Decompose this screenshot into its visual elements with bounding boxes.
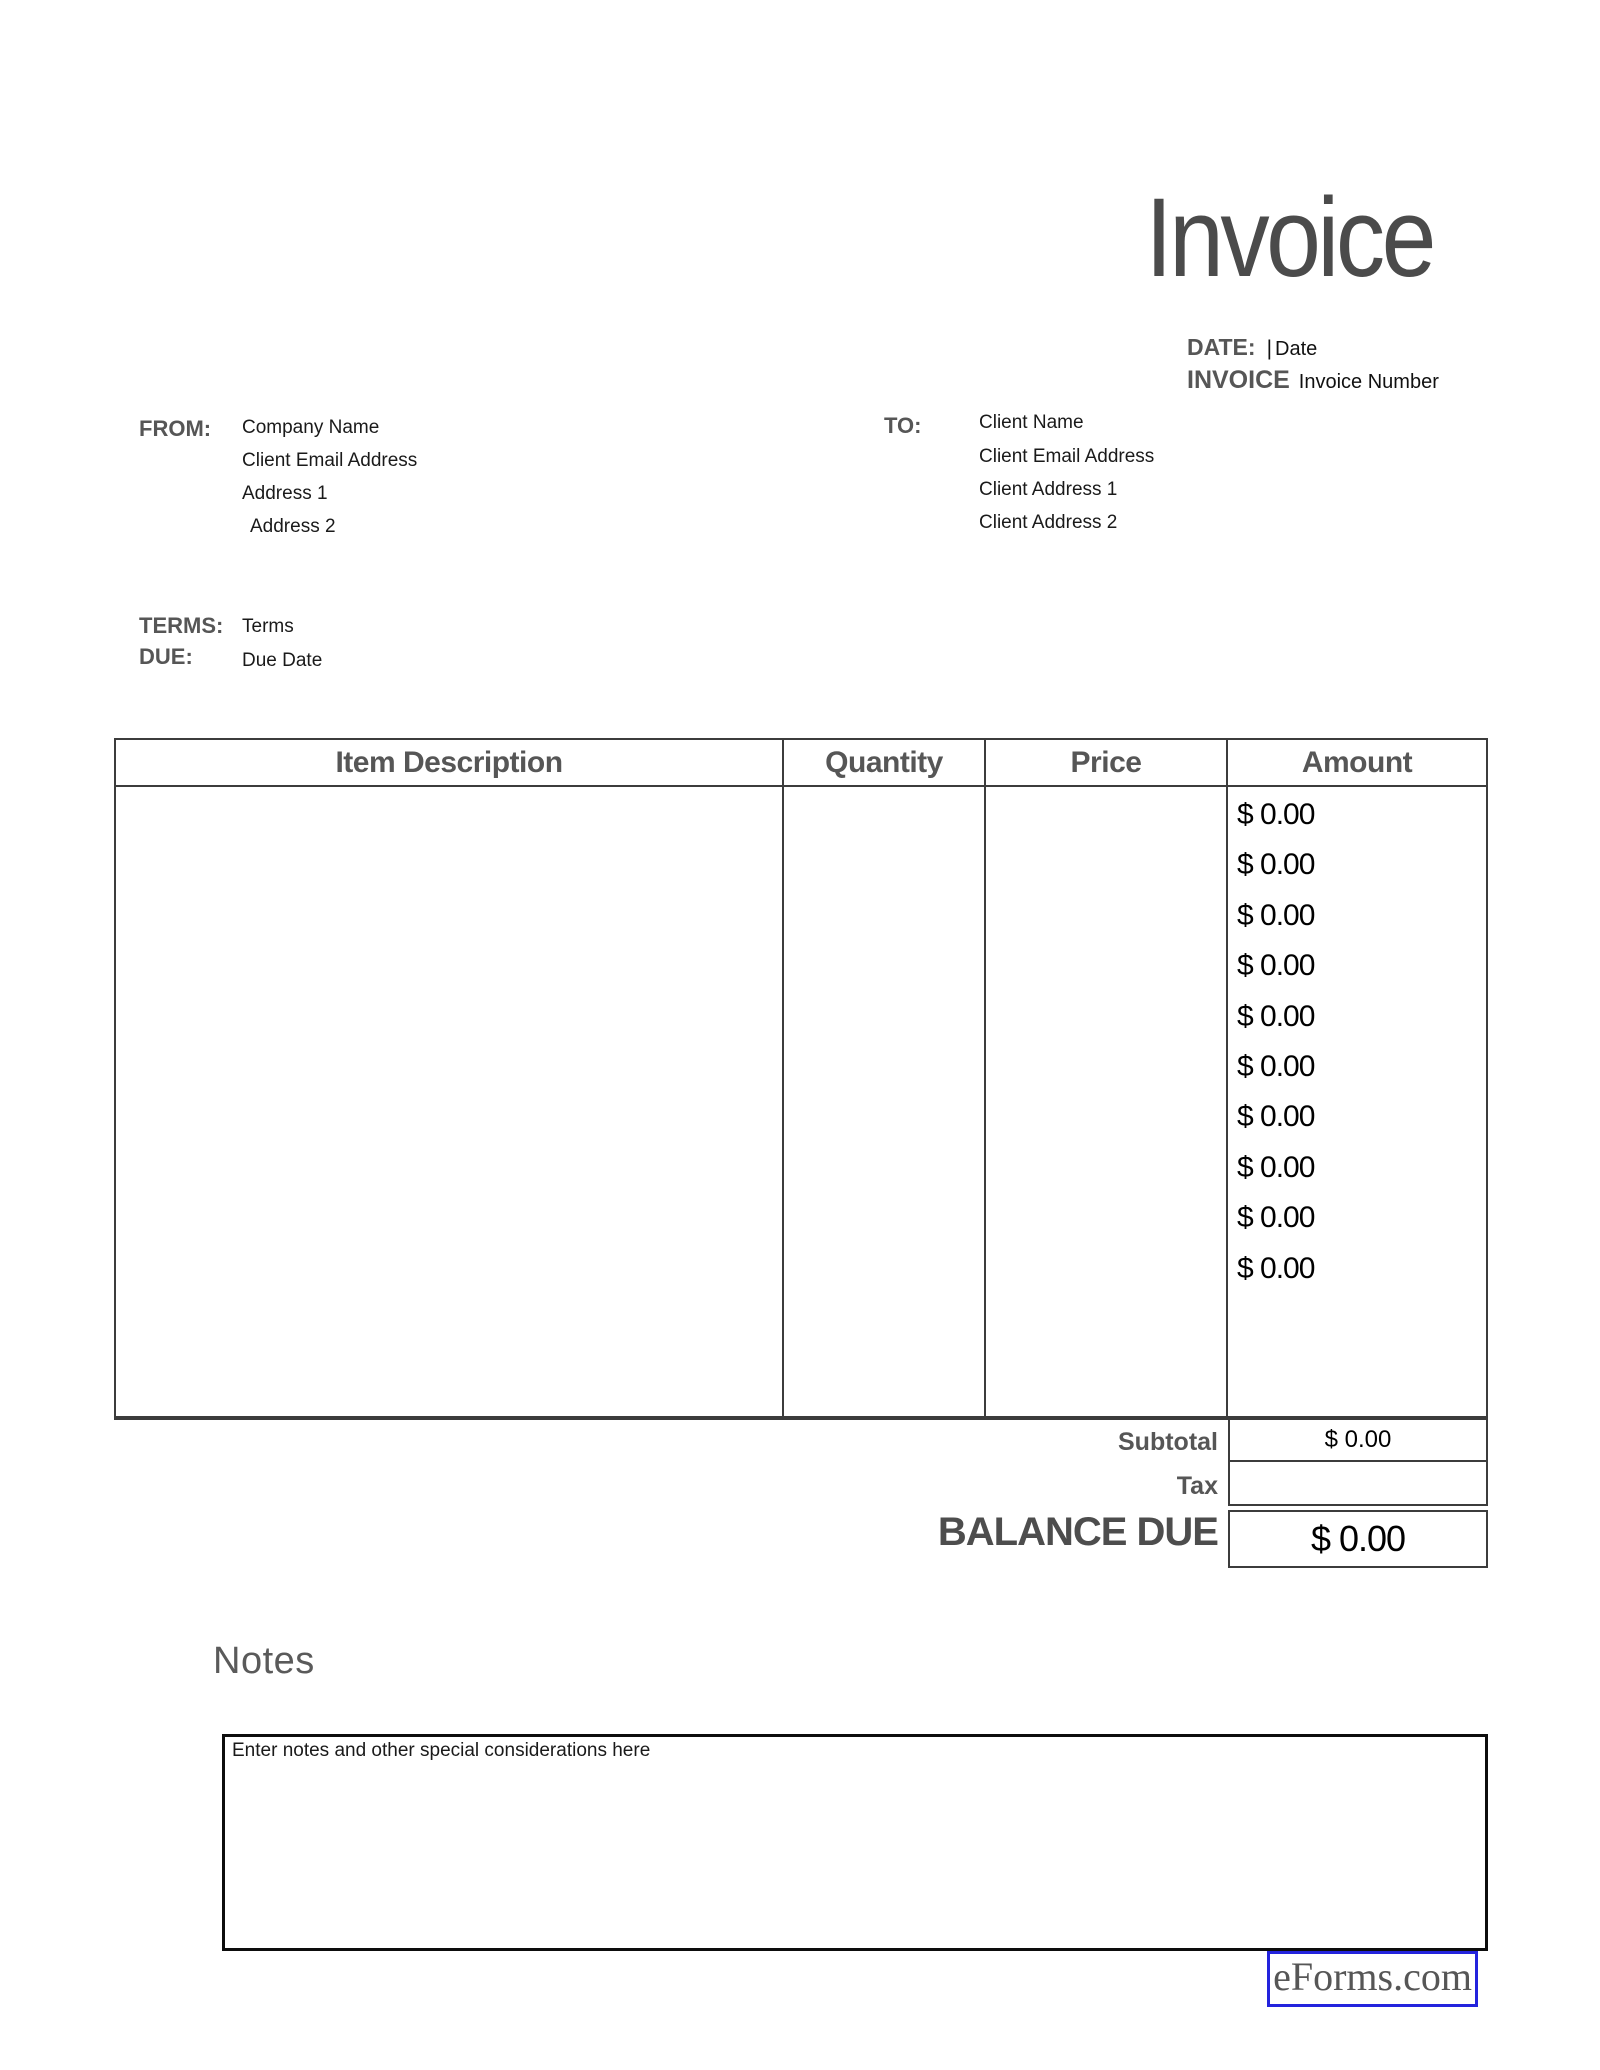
page-title: Invoice [1145, 175, 1433, 300]
amount-value: $ 0.00 [1237, 1251, 1315, 1285]
amount-value: $ 0.00 [1237, 848, 1315, 882]
to-address2-field[interactable]: Client Address 2 [979, 512, 1118, 533]
items-table-header [116, 740, 1486, 787]
due-date-field[interactable]: Due Date [242, 650, 323, 671]
amount-value: $ 0.00 [1237, 1201, 1315, 1235]
header-item-description: Item Description [116, 740, 784, 785]
balance-due-label: BALANCE DUE [937, 1510, 1218, 1554]
invoice-number-row [1187, 366, 1439, 395]
quantity-input-area[interactable] [784, 787, 986, 1416]
notes-input-area[interactable] [222, 1734, 1488, 1951]
date-field[interactable]: Date [1275, 338, 1318, 360]
amount-value: $ 0.00 [1237, 1150, 1315, 1184]
to-email-field[interactable]: Client Email Address [979, 446, 1155, 467]
balance-due-value: $ 0.00 [1310, 1518, 1406, 1559]
subtotal-label: Subtotal [1118, 1428, 1218, 1456]
from-email-field[interactable]: Client Email Address [242, 450, 418, 471]
invoice-number-field[interactable]: Invoice Number [1298, 371, 1439, 393]
date-row [1187, 334, 1439, 361]
amount-value: $ 0.00 [1237, 798, 1315, 831]
invoice-meta [1187, 334, 1439, 395]
amount-value: $ 0.00 [1237, 999, 1315, 1033]
items-table [114, 738, 1488, 1420]
items-table-body [116, 787, 1486, 1416]
subtotal-value-cell [1228, 1420, 1488, 1462]
subtotal-value: $ 0.00 [1324, 1426, 1392, 1453]
amount-column [1228, 787, 1486, 1416]
invoice-number-label: INVOICE [1187, 366, 1290, 394]
tax-input-cell[interactable] [1228, 1462, 1488, 1506]
terms-field[interactable]: Terms [242, 616, 294, 637]
eforms-link[interactable]: eForms.com [1267, 1951, 1478, 2007]
notes-heading: Notes [213, 1640, 315, 1682]
item-description-input-area[interactable] [116, 787, 784, 1416]
date-field-cursor: | [1266, 337, 1273, 360]
header-quantity: Quantity [784, 740, 986, 785]
from-address1-field[interactable]: Address 1 [242, 483, 328, 504]
amount-value: $ 0.00 [1237, 1100, 1315, 1134]
to-address1-field[interactable]: Client Address 1 [979, 479, 1118, 500]
amount-value: $ 0.00 [1237, 1050, 1315, 1084]
price-input-area[interactable] [986, 787, 1228, 1416]
balance-due-value-cell [1228, 1510, 1488, 1568]
notes-placeholder: Enter notes and other special considerations here [232, 1740, 651, 1761]
amount-values [1228, 787, 1486, 1294]
from-label: FROM: [139, 416, 212, 441]
tax-label: Tax [1176, 1472, 1218, 1500]
due-label: DUE: [139, 644, 193, 669]
to-client-name-field[interactable]: Client Name [979, 412, 1084, 433]
header-amount: Amount [1301, 745, 1413, 779]
terms-label: TERMS: [139, 613, 224, 638]
from-company-field[interactable]: Company Name [242, 417, 380, 438]
amount-value: $ 0.00 [1237, 949, 1315, 983]
date-label: DATE: [1187, 334, 1256, 360]
amount-value: $ 0.00 [1237, 898, 1315, 932]
to-label: TO: [884, 413, 922, 438]
from-address2-field[interactable]: Address 2 [250, 516, 336, 537]
header-price: Price [986, 740, 1228, 785]
